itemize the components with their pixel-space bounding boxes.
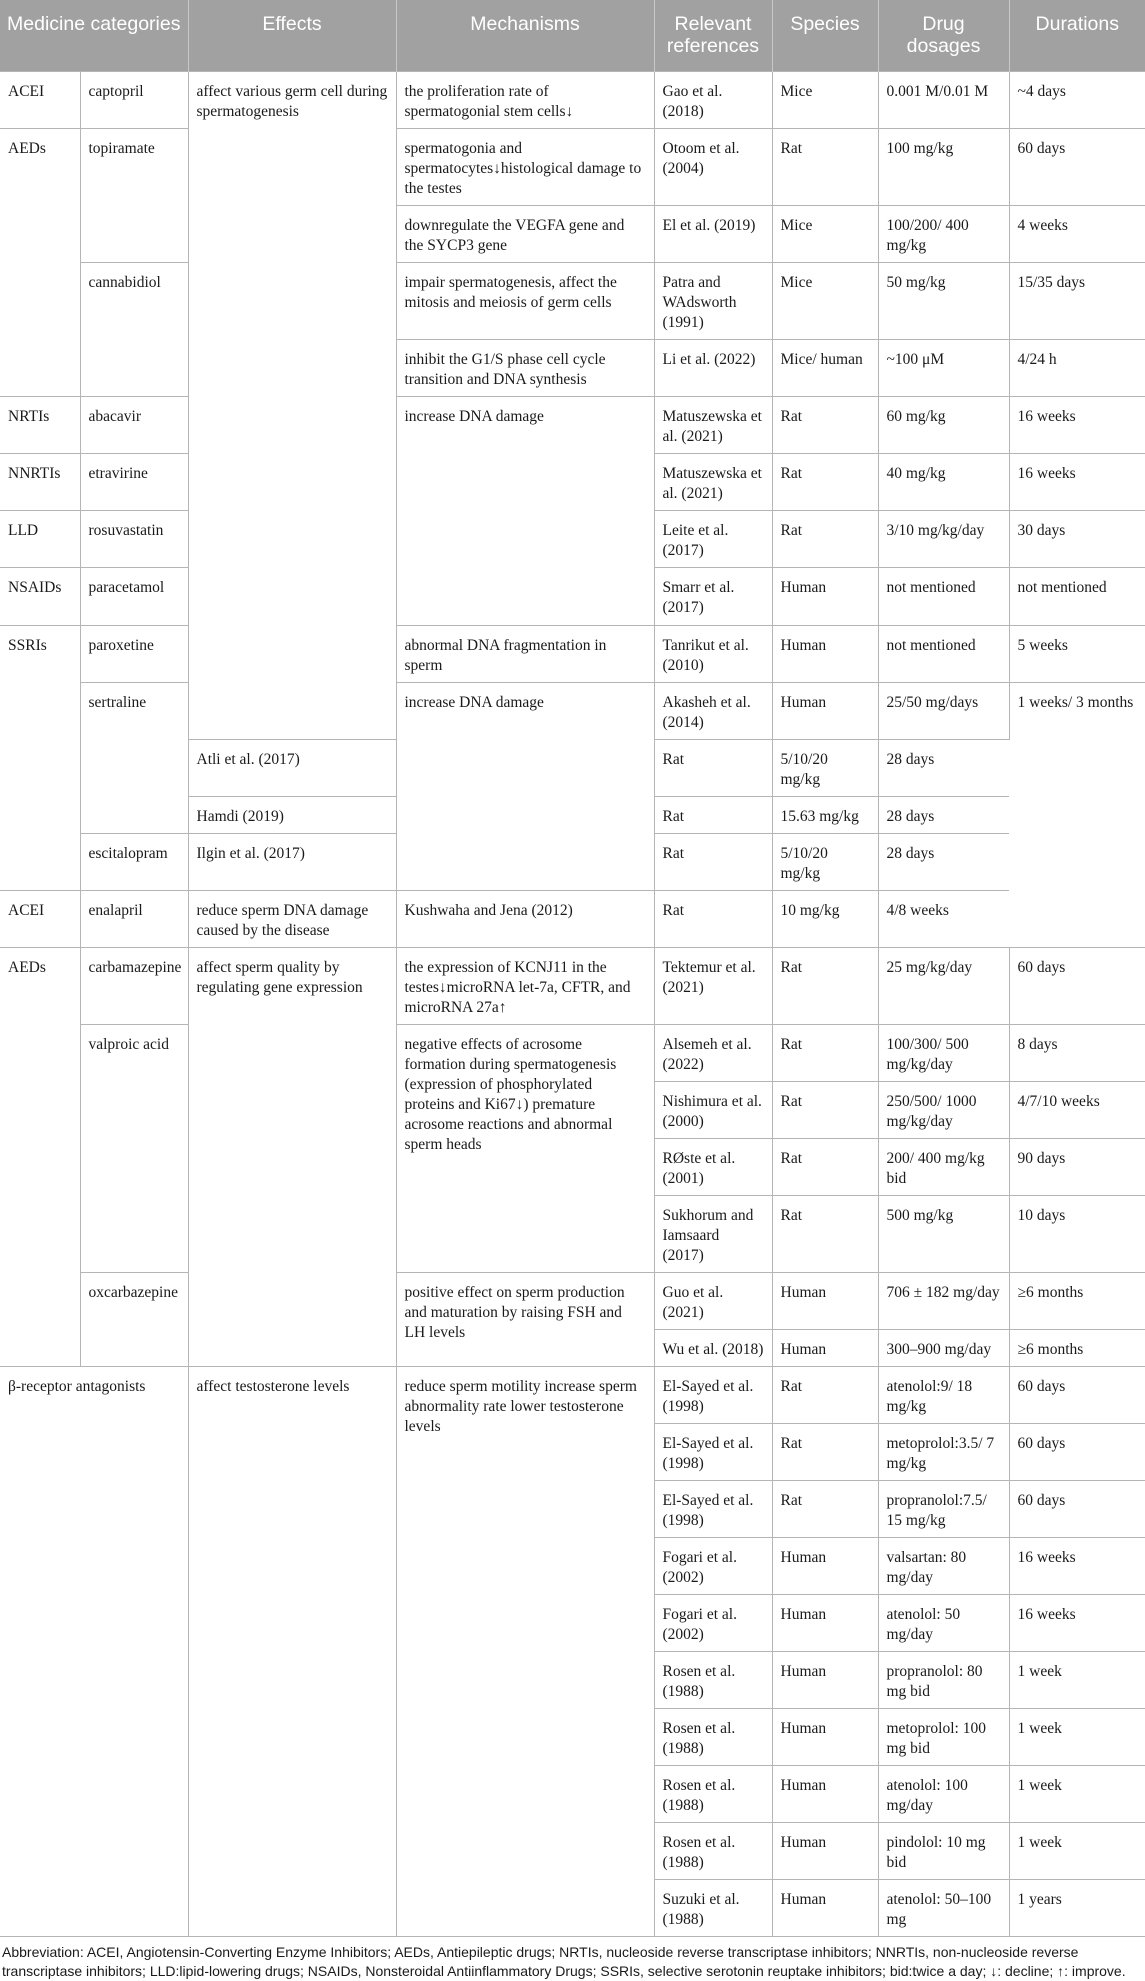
header-durations: Durations	[1009, 0, 1145, 72]
duration-cell: 1 weeks/ 3 months	[1009, 683, 1145, 740]
header-medicine-categories: Medicine categories	[0, 0, 188, 72]
table-row	[0, 129, 1145, 206]
category-cell: β-receptor antagonists	[0, 1367, 188, 1937]
reference-cell: Guo et al. (2021)	[654, 1273, 772, 1330]
mechanism-cell: increase DNA damage	[396, 683, 654, 891]
duration-cell: ~4 days	[1009, 72, 1145, 129]
species-cell: Rat	[772, 1025, 878, 1082]
reference-cell: Matuszewska et al. (2021)	[654, 397, 772, 454]
dosage-cell: not mentioned	[878, 626, 1009, 683]
species-cell: Rat	[772, 397, 878, 454]
category-cell: NSAIDs	[0, 568, 80, 626]
header-mechanisms: Mechanisms	[396, 0, 654, 72]
duration-cell: 30 days	[1009, 511, 1145, 568]
reference-cell: Fogari et al. (2002)	[654, 1595, 772, 1652]
reference-cell: Tanrikut et al. (2010)	[654, 626, 772, 683]
reference-cell: Atli et al. (2017)	[188, 740, 396, 797]
header-drug-dosages: Drug dosages	[878, 0, 1009, 72]
dosage-cell: atenolol: 50 mg/day	[878, 1595, 1009, 1652]
effects-cell: affect sperm quality by regulating gene expression	[188, 948, 396, 1367]
species-cell: Human	[772, 1330, 878, 1367]
duration-cell: 28 days	[878, 740, 1009, 797]
header-effects: Effects	[188, 0, 396, 72]
species-cell: Rat	[772, 1424, 878, 1481]
species-cell: Human	[772, 1766, 878, 1823]
reference-cell: Nishimura et al. (2000)	[654, 1082, 772, 1139]
category-cell: AEDs	[0, 948, 80, 1367]
dosage-cell: 25 mg/kg/day	[878, 948, 1009, 1025]
dosage-cell: 60 mg/kg	[878, 397, 1009, 454]
mechanism-cell: reduce sperm DNA damage caused by the disease	[188, 891, 396, 948]
medicine-cell: captopril	[80, 72, 188, 129]
duration-cell: 4/8 weeks	[878, 891, 1009, 948]
dosage-cell: 3/10 mg/kg/day	[878, 511, 1009, 568]
medicine-cell: paroxetine	[80, 626, 188, 683]
dosage-cell: 300–900 mg/day	[878, 1330, 1009, 1367]
table-header-row	[0, 0, 1145, 72]
dosage-cell: atenolol:9/ 18 mg/kg	[878, 1367, 1009, 1424]
table-footnote: Abbreviation: ACEI, Angiotensin-Converting Enzyme Inhibitors; AEDs, Antiepileptic drugs; NRTIs, nucleoside reverse transcriptase inhibitors; NNRTIs, non-nucleoside reverse transcriptase inhibitors; LLD:lipid-lowering drugs; NSAIDs, Nonsteroidal Antiinflammatory Drugs; SSRIs, selective serotonin reuptake inhibitors; bid:twice a day; ↓: decline; ↑: improve.	[0, 1936, 1145, 1981]
effects-cell: affect testosterone levels	[188, 1367, 396, 1937]
species-cell: Rat	[654, 891, 772, 948]
reference-cell: Li et al. (2022)	[654, 340, 772, 397]
reference-cell: Sukhorum and Iamsaard (2017)	[654, 1196, 772, 1273]
table-row	[0, 891, 1145, 948]
duration-cell: 60 days	[1009, 1481, 1145, 1538]
species-cell: Human	[772, 1538, 878, 1595]
species-cell: Rat	[772, 129, 878, 206]
dosage-cell: propranolol:7.5/ 15 mg/kg	[878, 1481, 1009, 1538]
reference-cell: Kushwaha and Jena (2012)	[396, 891, 654, 948]
species-cell: Human	[772, 626, 878, 683]
duration-cell: 16 weeks	[1009, 1538, 1145, 1595]
mechanism-cell: downregulate the VEGFA gene and the SYCP3 gene	[396, 206, 654, 263]
species-cell: Rat	[772, 1481, 878, 1538]
dosage-cell: propranolol: 80 mg bid	[878, 1652, 1009, 1709]
reference-cell: Rosen et al. (1988)	[654, 1766, 772, 1823]
header-relevant-references: Relevant references	[654, 0, 772, 72]
dosage-cell: ~100 μM	[878, 340, 1009, 397]
reference-cell: El et al. (2019)	[654, 206, 772, 263]
medicine-cell: abacavir	[80, 397, 188, 454]
species-cell: Rat	[772, 511, 878, 568]
species-cell: Rat	[772, 948, 878, 1025]
duration-cell: 4 weeks	[1009, 206, 1145, 263]
reference-cell: Rosen et al. (1988)	[654, 1823, 772, 1880]
category-cell: ACEI	[0, 72, 80, 129]
species-cell: Human	[772, 1709, 878, 1766]
dosage-cell: 706 ± 182 mg/day	[878, 1273, 1009, 1330]
species-cell: Human	[772, 683, 878, 740]
duration-cell: 28 days	[878, 797, 1009, 834]
reference-cell: El-Sayed et al. (1998)	[654, 1367, 772, 1424]
dosage-cell: valsartan: 80 mg/day	[878, 1538, 1009, 1595]
reference-cell: Ilgin et al. (2017)	[188, 834, 396, 891]
medicine-cell: cannabidiol	[80, 263, 188, 397]
category-cell: AEDs	[0, 129, 80, 397]
species-cell: Rat	[772, 1196, 878, 1273]
duration-cell: 16 weeks	[1009, 397, 1145, 454]
reference-cell: El-Sayed et al. (1998)	[654, 1424, 772, 1481]
dosage-cell: 500 mg/kg	[878, 1196, 1009, 1273]
effects-cell: affect various germ cell during spermatogenesis	[188, 72, 396, 740]
duration-cell: 8 days	[1009, 1025, 1145, 1082]
dosage-cell: 5/10/20 mg/kg	[772, 740, 878, 797]
medicine-cell: valproic acid	[80, 1025, 188, 1273]
duration-cell: 16 weeks	[1009, 454, 1145, 511]
dosage-cell: atenolol: 50–100 mg	[878, 1880, 1009, 1937]
header-species: Species	[772, 0, 878, 72]
species-cell: Rat	[654, 834, 772, 891]
dosage-cell: not mentioned	[878, 568, 1009, 626]
dosage-cell: 100 mg/kg	[878, 129, 1009, 206]
reference-cell: Matuszewska et al. (2021)	[654, 454, 772, 511]
dosage-cell: metoprolol:3.5/ 7 mg/kg	[878, 1424, 1009, 1481]
dosage-cell: 0.001 M/0.01 M	[878, 72, 1009, 129]
duration-cell: 15/35 days	[1009, 263, 1145, 340]
duration-cell: 1 week	[1009, 1709, 1145, 1766]
dosage-cell: 200/ 400 mg/kg bid	[878, 1139, 1009, 1196]
duration-cell: 60 days	[1009, 1424, 1145, 1481]
table-row	[0, 72, 1145, 129]
category-cell: SSRIs	[0, 626, 80, 891]
duration-cell: 60 days	[1009, 1367, 1145, 1424]
duration-cell: 60 days	[1009, 948, 1145, 1025]
table-body	[0, 72, 1145, 1937]
duration-cell: 5 weeks	[1009, 626, 1145, 683]
reference-cell: Smarr et al. (2017)	[654, 568, 772, 626]
medicine-cell: carbamazepine	[80, 948, 188, 1025]
table-row	[0, 948, 1145, 1025]
duration-cell: ≥6 months	[1009, 1273, 1145, 1330]
mechanism-cell: spermatogonia and spermatocytes↓histological damage to the testes	[396, 129, 654, 206]
table-row	[0, 263, 1145, 340]
medicine-cell: rosuvastatin	[80, 511, 188, 568]
duration-cell: 4/24 h	[1009, 340, 1145, 397]
table-row	[0, 683, 1145, 740]
reference-cell: Tektemur et al. (2021)	[654, 948, 772, 1025]
duration-cell: not mentioned	[1009, 568, 1145, 626]
dosage-cell: 40 mg/kg	[878, 454, 1009, 511]
species-cell: Rat	[772, 1367, 878, 1424]
medicine-cell: sertraline	[80, 683, 188, 834]
medicine-cell: oxcarbazepine	[80, 1273, 188, 1367]
species-cell: Rat	[772, 1082, 878, 1139]
medicine-cell: enalapril	[80, 891, 188, 948]
reference-cell: Fogari et al. (2002)	[654, 1538, 772, 1595]
reference-cell: Gao et al. (2018)	[654, 72, 772, 129]
mechanism-cell: increase DNA damage	[396, 397, 654, 626]
category-cell: ACEI	[0, 891, 80, 948]
table-row	[0, 626, 1145, 683]
dosage-cell: 250/500/ 1000 mg/kg/day	[878, 1082, 1009, 1139]
mechanism-cell: negative effects of acrosome formation during spermatogenesis (expression of phosphorylated proteins and Ki67↓) premature acrosome reactions and abnormal sperm heads	[396, 1025, 654, 1273]
mechanism-cell: inhibit the G1/S phase cell cycle transition and DNA synthesis	[396, 340, 654, 397]
species-cell: Mice/ human	[772, 340, 878, 397]
medicine-cell: etravirine	[80, 454, 188, 511]
mechanism-cell: abnormal DNA fragmentation in sperm	[396, 626, 654, 683]
mechanism-cell: impair spermatogenesis, affect the mitosis and meiosis of germ cells	[396, 263, 654, 340]
species-cell: Rat	[654, 797, 772, 834]
reference-cell: Patra and WAdsworth (1991)	[654, 263, 772, 340]
species-cell: Human	[772, 1880, 878, 1937]
duration-cell: 90 days	[1009, 1139, 1145, 1196]
category-cell: NNRTIs	[0, 454, 80, 511]
reference-cell: RØste et al. (2001)	[654, 1139, 772, 1196]
reference-cell: Alsemeh et al. (2022)	[654, 1025, 772, 1082]
duration-cell: 10 days	[1009, 1196, 1145, 1273]
mechanism-cell: the proliferation rate of spermatogonial stem cells↓	[396, 72, 654, 129]
category-cell: NRTIs	[0, 397, 80, 454]
medicine-cell: topiramate	[80, 129, 188, 263]
reference-cell: Akasheh et al. (2014)	[654, 683, 772, 740]
species-cell: Human	[772, 1595, 878, 1652]
reference-cell: Rosen et al. (1988)	[654, 1652, 772, 1709]
dosage-cell: 5/10/20 mg/kg	[772, 834, 878, 891]
duration-cell: ≥6 months	[1009, 1330, 1145, 1367]
dosage-cell: pindolol: 10 mg bid	[878, 1823, 1009, 1880]
species-cell: Rat	[772, 1139, 878, 1196]
reference-cell: Hamdi (2019)	[188, 797, 396, 834]
reference-cell: Rosen et al. (1988)	[654, 1709, 772, 1766]
mechanism-cell: the expression of KCNJ11 in the testes↓microRNA let-7a, CFTR, and microRNA 27a↑	[396, 948, 654, 1025]
dosage-cell: atenolol: 100 mg/day	[878, 1766, 1009, 1823]
duration-cell: 16 weeks	[1009, 1595, 1145, 1652]
dosage-cell: metoprolol: 100 mg bid	[878, 1709, 1009, 1766]
species-cell: Mice	[772, 206, 878, 263]
species-cell: Human	[772, 1273, 878, 1330]
mechanism-cell: reduce sperm motility increase sperm abnormality rate lower testosterone levels	[396, 1367, 654, 1937]
reference-cell: Wu et al. (2018)	[654, 1330, 772, 1367]
mechanism-cell: positive effect on sperm production and maturation by raising FSH and LH levels	[396, 1273, 654, 1367]
species-cell: Mice	[772, 263, 878, 340]
dosage-cell: 15.63 mg/kg	[772, 797, 878, 834]
species-cell: Mice	[772, 72, 878, 129]
duration-cell: 28 days	[878, 834, 1009, 891]
duration-cell: 60 days	[1009, 129, 1145, 206]
dosage-cell: 100/200/ 400 mg/kg	[878, 206, 1009, 263]
species-cell: Human	[772, 1652, 878, 1709]
table-row	[0, 1025, 1145, 1082]
medicine-cell: escitalopram	[80, 834, 188, 891]
dosage-cell: 25/50 mg/days	[878, 683, 1009, 740]
species-cell: Rat	[654, 740, 772, 797]
duration-cell: 4/7/10 weeks	[1009, 1082, 1145, 1139]
duration-cell: 1 week	[1009, 1766, 1145, 1823]
reference-cell: El-Sayed et al. (1998)	[654, 1481, 772, 1538]
reference-cell: Otoom et al. (2004)	[654, 129, 772, 206]
species-cell: Human	[772, 1823, 878, 1880]
medicine-cell: paracetamol	[80, 568, 188, 626]
category-cell: LLD	[0, 511, 80, 568]
duration-cell: 1 years	[1009, 1880, 1145, 1937]
reference-cell: Suzuki et al. (1988)	[654, 1880, 772, 1937]
duration-cell: 1 week	[1009, 1823, 1145, 1880]
table-row	[0, 1273, 1145, 1330]
dosage-cell: 10 mg/kg	[772, 891, 878, 948]
reference-cell: Leite et al. (2017)	[654, 511, 772, 568]
species-cell: Human	[772, 568, 878, 626]
dosage-cell: 50 mg/kg	[878, 263, 1009, 340]
dosage-cell: 100/300/ 500 mg/kg/day	[878, 1025, 1009, 1082]
table-row	[0, 397, 1145, 454]
table-row	[0, 1367, 1145, 1424]
species-cell: Rat	[772, 454, 878, 511]
duration-cell: 1 week	[1009, 1652, 1145, 1709]
